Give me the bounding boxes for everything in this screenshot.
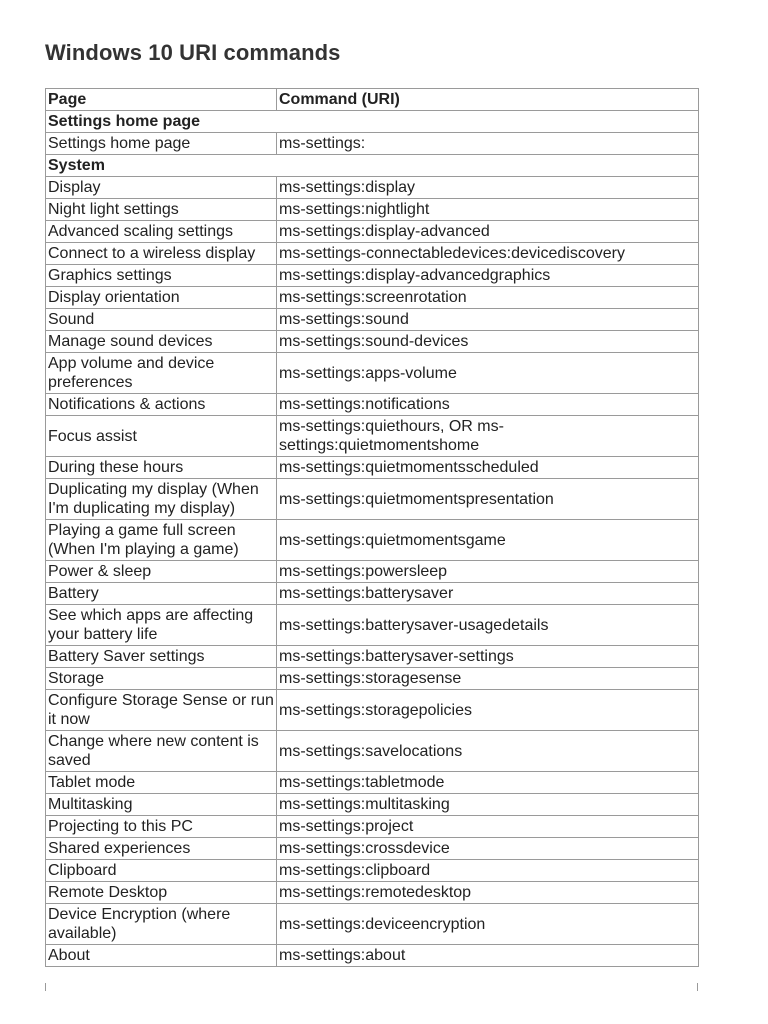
- command-cell: ms-settings:: [277, 133, 699, 155]
- page-cell: Shared experiences: [46, 838, 277, 860]
- command-cell: ms-settings:powersleep: [277, 561, 699, 583]
- page-cell: Storage: [46, 668, 277, 690]
- page-cell: Multitasking: [46, 794, 277, 816]
- page-cell: During these hours: [46, 457, 277, 479]
- table-continuation-edge: [45, 983, 698, 991]
- table-row: [46, 520, 699, 561]
- page-cell: Device Encryption (where available): [46, 904, 277, 945]
- page-title: Windows 10 URI commands: [45, 40, 341, 65]
- page-cell: Advanced scaling settings: [46, 221, 277, 243]
- table-row: [46, 772, 699, 794]
- table-row: [46, 904, 699, 945]
- table-row: [46, 199, 699, 221]
- page-cell: Remote Desktop: [46, 882, 277, 904]
- table-row: [46, 457, 699, 479]
- page-cell: Battery: [46, 583, 277, 605]
- page-cell: Playing a game full screen (When I'm playing a game): [46, 520, 277, 561]
- page-cell: Sound: [46, 309, 277, 331]
- table-row: [46, 561, 699, 583]
- command-cell: ms-settings:crossdevice: [277, 838, 699, 860]
- command-cell: ms-settings:deviceencryption: [277, 904, 699, 945]
- page-cell: Connect to a wireless display: [46, 243, 277, 265]
- page-cell: Power & sleep: [46, 561, 277, 583]
- table-row: [46, 479, 699, 520]
- page-cell: App volume and device preferences: [46, 353, 277, 394]
- page-cell: Change where new content is saved: [46, 731, 277, 772]
- page-cell: Focus assist: [46, 416, 277, 457]
- table-row: [46, 394, 699, 416]
- table-row: [46, 583, 699, 605]
- command-cell: ms-settings:quietmomentsgame: [277, 520, 699, 561]
- page-cell: Graphics settings: [46, 265, 277, 287]
- page-cell: Display: [46, 177, 277, 199]
- command-cell: ms-settings:tabletmode: [277, 772, 699, 794]
- command-cell: ms-settings:quiethours, OR ms-settings:quietmomentshome: [277, 416, 699, 457]
- page-cell: Settings home page: [46, 133, 277, 155]
- table-row: [46, 133, 699, 155]
- page-cell: See which apps are affecting your battery life: [46, 605, 277, 646]
- table-row: [46, 287, 699, 309]
- table-row: [46, 860, 699, 882]
- table-row: [46, 794, 699, 816]
- command-cell: ms-settings:clipboard: [277, 860, 699, 882]
- section-row: [46, 155, 699, 177]
- page-cell: About: [46, 945, 277, 967]
- page-cell: Display orientation: [46, 287, 277, 309]
- table-row: [46, 838, 699, 860]
- page-cell: Night light settings: [46, 199, 277, 221]
- table-row: [46, 309, 699, 331]
- command-cell: ms-settings:nightlight: [277, 199, 699, 221]
- page-cell: Duplicating my display (When I'm duplicating my display): [46, 479, 277, 520]
- page-cell: Configure Storage Sense or run it now: [46, 690, 277, 731]
- table-row: [46, 646, 699, 668]
- command-cell: ms-settings:batterysaver-settings: [277, 646, 699, 668]
- command-cell: ms-settings:remotedesktop: [277, 882, 699, 904]
- page-cell: Clipboard: [46, 860, 277, 882]
- command-cell: ms-settings:sound: [277, 309, 699, 331]
- command-cell: ms-settings:apps-volume: [277, 353, 699, 394]
- table-row: [46, 331, 699, 353]
- command-cell: ms-settings:batterysaver-usagedetails: [277, 605, 699, 646]
- command-cell: ms-settings:display-advanced: [277, 221, 699, 243]
- command-cell: ms-settings-connectabledevices:devicediscovery: [277, 243, 699, 265]
- page-cell: Manage sound devices: [46, 331, 277, 353]
- command-cell: ms-settings:savelocations: [277, 731, 699, 772]
- page-cell: Tablet mode: [46, 772, 277, 794]
- header-command: Command (URI): [277, 89, 699, 111]
- command-cell: ms-settings:multitasking: [277, 794, 699, 816]
- command-cell: ms-settings:about: [277, 945, 699, 967]
- command-cell: ms-settings:screenrotation: [277, 287, 699, 309]
- page-cell: Battery Saver settings: [46, 646, 277, 668]
- table-row: [46, 265, 699, 287]
- command-cell: ms-settings:batterysaver: [277, 583, 699, 605]
- command-cell: ms-settings:storagepolicies: [277, 690, 699, 731]
- page-cell: Notifications & actions: [46, 394, 277, 416]
- section-heading: Settings home page: [46, 111, 699, 133]
- page-cell: Projecting to this PC: [46, 816, 277, 838]
- command-cell: ms-settings:notifications: [277, 394, 699, 416]
- table-row: [46, 416, 699, 457]
- command-cell: ms-settings:project: [277, 816, 699, 838]
- table-row: [46, 668, 699, 690]
- table-row: [46, 945, 699, 967]
- command-cell: ms-settings:storagesense: [277, 668, 699, 690]
- table-row: [46, 690, 699, 731]
- command-cell: ms-settings:display: [277, 177, 699, 199]
- command-cell: ms-settings:display-advancedgraphics: [277, 265, 699, 287]
- table-row: [46, 605, 699, 646]
- command-cell: ms-settings:sound-devices: [277, 331, 699, 353]
- section-heading: System: [46, 155, 699, 177]
- section-row: [46, 111, 699, 133]
- table-body: [46, 111, 699, 967]
- table-row: [46, 177, 699, 199]
- table-header-row: [46, 89, 699, 111]
- table-row: [46, 353, 699, 394]
- table-row: [46, 882, 699, 904]
- table-row: [46, 243, 699, 265]
- command-cell: ms-settings:quietmomentsscheduled: [277, 457, 699, 479]
- table-row: [46, 221, 699, 243]
- header-page: Page: [46, 89, 277, 111]
- command-cell: ms-settings:quietmomentspresentation: [277, 479, 699, 520]
- table-row: [46, 816, 699, 838]
- uri-commands-table: [45, 88, 699, 967]
- table-row: [46, 731, 699, 772]
